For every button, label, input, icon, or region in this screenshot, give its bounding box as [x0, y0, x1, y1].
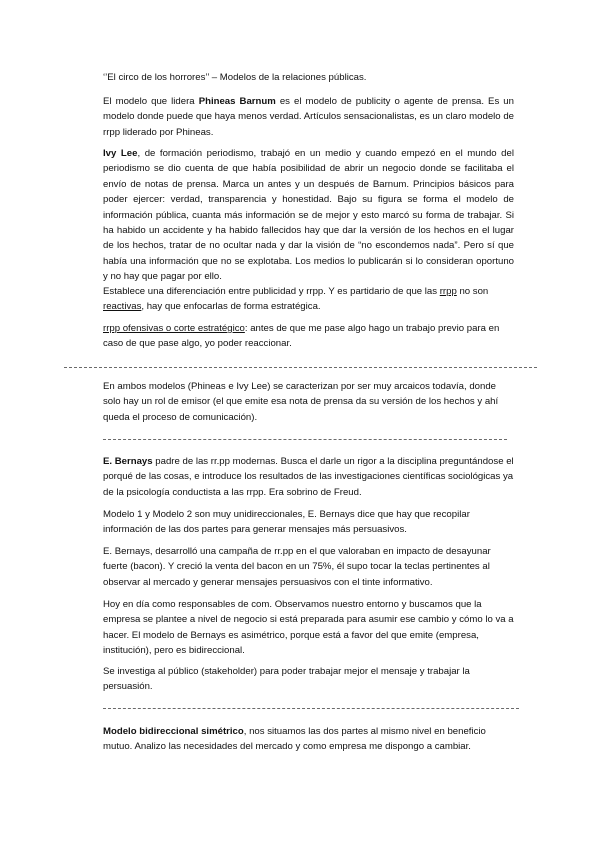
symmetric-model-name: Modelo bidireccional simétrico	[103, 726, 244, 737]
paragraph-offensive-rrpp	[103, 321, 514, 352]
paragraph-bacon-campaign: E. Bernays, desarrolló una campaña de rr.pp en el que valoraban en impacto de desayunar fuerte (bacon). Y creció la venta del bacon en un 75%, él supo tocar la teclas pertinentes al observar al mercado y generar mensajes persuasivos con el tinte informativo.	[103, 546, 491, 588]
paragraph-ivy-lee	[103, 146, 514, 285]
ivy-lee-text: , de formación periodismo, trabajó en un medio y cuando empezó en el mundo del periodismo se dio cuenta de que había posibilidad de abrir un negocio donde se facilitaba el envío de notas de prensa. Marca un antes y un después de Barnum. Principios básicos para poder ejercer: verdad, transparencia y honestidad. Bajo su figura se forma el modelo de información pública, cuanta más información se de mejor y esto marcó su forma de trabajar. Si ha habido un accidente y ha habido fallecidos hay que dar la versión de los hechos en el lugar de los hechos, tratar de no ocultar nada y dar la visión de “no escondemos nada”. Pero sí que había una información que no se explotaba. Los medios lo publicarán si lo consideran oportuno y no hay que pagar por ello.	[103, 148, 514, 283]
document-title: ‘’El circo de los horrores’’ – Modelos de la relaciones públicas.	[103, 72, 367, 83]
bernays-name: E. Bernays	[103, 456, 153, 467]
section-divider	[103, 439, 507, 440]
offensive-rrpp-text: : antes de que me pase algo hago un trabajo previo para en caso de que pase algo, yo poder reaccionar.	[103, 323, 500, 350]
paragraph-symmetric-model	[103, 724, 514, 755]
section-divider	[64, 367, 537, 368]
paragraph-stakeholder: Se investiga al público (stakeholder) para poder trabajar mejor el mensaje y trabajar la persuasión.	[103, 666, 470, 693]
difference-text-mid: no son	[456, 286, 489, 297]
symmetric-model-text: , nos situamos las dos partes al mismo nivel en beneficio mutuo. Analizo las necesidades del mercado y como empresa me dispongo a cambiar.	[103, 726, 486, 753]
barnum-text-post: es el modelo de publicity o agente de prensa. Es un modelo donde puede que haya menos verdad. Artículos sensacionalistas, es un claro modelo de rrpp liderado por Phineas.	[103, 96, 514, 138]
difference-text-post: , hay que enfocarlas de forma estratégica.	[141, 301, 321, 313]
difference-term-rrpp: rrpp	[439, 286, 457, 297]
paragraph-today: Hoy en día como responsables de com. Observamos nuestro entorno y buscamos que la empresa se plantee a nivel de negocio si está preparada para asumir ese cambio y cómo lo va a hacer. El modelo de Bernays es asimétrico, porque está a favor del que emite (empresa, institución), pero es bidireccional.	[103, 599, 514, 657]
paragraph-bernays	[103, 454, 514, 500]
paragraph-both-models: En ambos modelos (Phineas e Ivy Lee) se caracterizan por ser muy arcaicos todavía, donde solo hay un rol de emisor (el que emite esa nota de prensa da su versión de los hechos y ahí queda el proceso de comunicación).	[103, 381, 499, 423]
bernays-text: padre de las rr.pp modernas. Busca el darle un rigor a la disciplina preguntándose el porqué de las cosas, e introduce los resultados de las investigaciones científicas sociológicas ya de la psicología conductista a las rrpp. Era sobrino de Freud.	[103, 456, 514, 498]
difference-term-reactivas: reactivas	[103, 301, 142, 313]
difference-text-pre: Establece una diferenciación entre publicidad y rrpp. Y es partidario de que las	[103, 286, 440, 297]
barnum-text-pre: El modelo que lidera	[103, 96, 199, 107]
paragraph-difference	[103, 284, 514, 315]
paragraph-barnum	[103, 94, 514, 140]
offensive-rrpp-term: rrpp ofensivas o corte estratégico	[103, 323, 245, 334]
barnum-name: Phineas Barnum	[198, 96, 276, 107]
paragraph-unidirectional: Modelo 1 y Modelo 2 son muy unidireccionales, E. Bernays dice que hay que recopilar información de las dos partes para generar mensajes más persuasivos.	[103, 509, 470, 536]
ivy-lee-name: Ivy Lee	[103, 148, 138, 159]
section-divider	[103, 708, 519, 709]
